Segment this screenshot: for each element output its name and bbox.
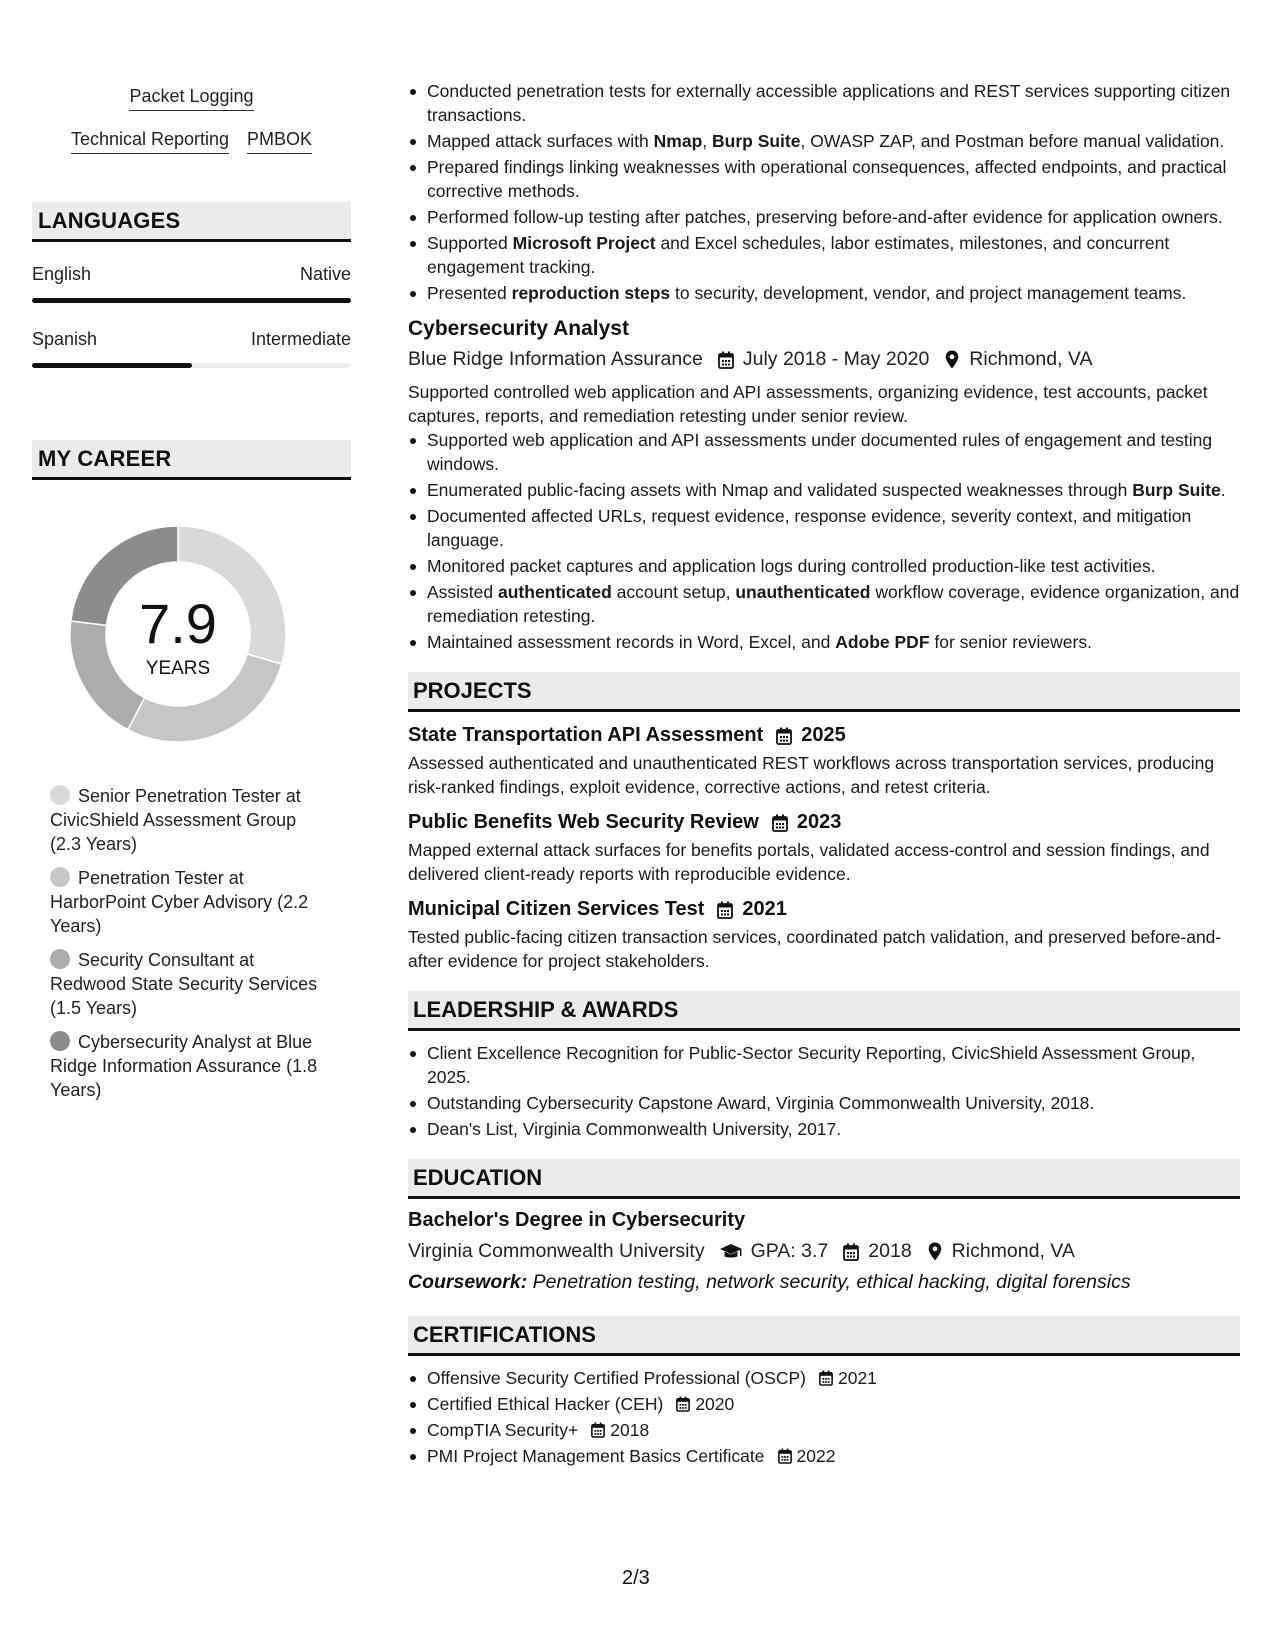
project-description: Assessed authenticated and unauthenticated REST workflows across transportation services, producing risk-ranked findings, exploit evidence, corrective actions, and retest criteria.: [408, 753, 1215, 797]
project-year: 2021: [742, 898, 787, 920]
language-item: [32, 329, 351, 368]
calendar-icon: [771, 813, 789, 833]
leadership-list: [408, 1041, 1240, 1141]
certification-name: PMI Project Management Basics Certificate: [427, 1446, 765, 1466]
bullet-item: Mapped attack surfaces with Nmap, Burp Suite, OWASP ZAP, and Postman before manual validation.: [408, 129, 1240, 153]
location-pin-icon: [926, 1242, 944, 1262]
legend-item: [50, 866, 325, 938]
award-item: Outstanding Cybersecurity Capstone Award, Virginia Commonwealth University, 2018.: [408, 1091, 1240, 1115]
bullet-item: Prepared findings linking weaknesses with operational consequences, affected endpoints, and practical corrective methods.: [408, 155, 1240, 203]
skill-tag: PMBOK: [247, 129, 312, 154]
project-name: Municipal Citizen Services Test: [408, 898, 705, 920]
skills-row: [32, 86, 351, 111]
school-name: Virginia Commonwealth University: [408, 1240, 705, 1262]
legend-label: Penetration Tester at HarborPoint Cyber Advisory (2.2 Years): [50, 868, 309, 936]
career-total-value: 7.9: [139, 592, 217, 655]
certification-item: [408, 1418, 1240, 1442]
bullet-item: Monitored packet captures and application logs during controlled production-like test activities.: [408, 554, 1240, 578]
education-meta: [408, 1240, 1240, 1263]
certification-year: 2018: [610, 1420, 650, 1440]
graduation-cap-icon: [719, 1242, 743, 1262]
certification-item: [408, 1366, 1240, 1390]
legend-item: [50, 1030, 325, 1102]
project-description: Mapped external attack surfaces for benefits portals, validated access-control and session findings, and delivered client-ready reports with reproducible evidence.: [408, 840, 1210, 884]
coursework: [408, 1271, 1240, 1294]
legend-dot: [50, 949, 70, 969]
legend-dot: [50, 785, 70, 805]
language-bar-fill: [32, 298, 351, 303]
job-bullets: [408, 428, 1240, 654]
education-year: 2018: [868, 1240, 912, 1262]
calendar-icon: [842, 1242, 860, 1262]
language-level: Intermediate: [250, 329, 351, 349]
experience-bullets: [408, 79, 1240, 305]
language-name: English: [32, 264, 92, 284]
skill-tag: Technical Reporting: [71, 129, 229, 154]
calendar-icon: [716, 900, 734, 920]
project-name: State Transportation API Assessment: [408, 724, 764, 746]
legend-label: Cybersecurity Analyst at Blue Ridge Information Assurance (1.8 Years): [50, 1032, 318, 1100]
calendar-icon: [777, 1446, 793, 1466]
main-content: [408, 79, 1240, 1470]
legend-label: Security Consultant at Redwood State Security Services (1.5 Years): [50, 950, 318, 1018]
legend-item: [50, 784, 325, 856]
certification-year: 2021: [837, 1368, 877, 1388]
bullet-item: Performed follow-up testing after patches, preserving before-and-after evidence for application owners.: [408, 205, 1240, 229]
legend-dot: [50, 1031, 70, 1051]
language-level: Native: [299, 264, 351, 284]
certifications-list: [408, 1366, 1240, 1468]
bullet-item: Maintained assessment records in Word, Excel, and Adobe PDF for senior reviewers.: [408, 630, 1240, 654]
education-gpa: GPA: 3.7: [750, 1240, 829, 1262]
project-year: 2023: [796, 811, 842, 833]
award-item: Dean's List, Virginia Commonwealth University, 2017.: [408, 1117, 1240, 1141]
project-name: Public Benefits Web Security Review: [408, 811, 759, 833]
certification-year: 2020: [695, 1394, 735, 1414]
project-item: [408, 724, 1240, 799]
job-meta: [408, 348, 1240, 371]
certifications-heading: CERTIFICATIONS: [408, 1316, 1240, 1356]
career-heading: MY CAREER: [32, 440, 351, 480]
bullet-item: Documented affected URLs, request evidence, response evidence, severity context, and mitigation language.: [408, 504, 1240, 552]
project-item: [408, 898, 1240, 973]
certification-item: [408, 1444, 1240, 1468]
certification-year: 2022: [796, 1446, 836, 1466]
projects-heading: PROJECTS: [408, 672, 1240, 712]
bullet-item: Supported web application and API assessments under documented rules of engagement and testing windows.: [408, 428, 1240, 476]
bullet-item: Enumerated public-facing assets with Nmap and validated suspected weaknesses through Burp Suite.: [408, 478, 1240, 502]
project-description: Tested public-facing citizen transaction services, coordinated patch validation, and preserved before-and-after evidence for project stakeholders.: [408, 927, 1222, 971]
calendar-icon: [717, 350, 735, 370]
legend-item: [50, 948, 325, 1020]
job-title: Cybersecurity Analyst: [408, 317, 629, 340]
language-bar-fill: [32, 363, 192, 368]
project-item: [408, 811, 1240, 886]
language-name: Spanish: [32, 329, 98, 349]
career-legend: [50, 784, 325, 1102]
bullet-item: Supported Microsoft Project and Excel schedules, labor estimates, milestones, and concurrent engagement tracking.: [408, 231, 1240, 279]
certification-name: CompTIA Security+: [427, 1420, 579, 1440]
skills-row: [32, 129, 351, 154]
job-summary: Supported controlled web application and API assessments, organizing evidence, test accounts, packet captures, reports, and remediation retesting under senior review.: [408, 382, 1208, 426]
language-item: [32, 264, 351, 303]
language-bar: [32, 298, 351, 303]
languages-heading: LANGUAGES: [32, 202, 351, 242]
degree-title: Bachelor's Degree in Cybersecurity: [408, 1209, 746, 1231]
skill-tag: Packet Logging: [129, 86, 253, 111]
award-item: Client Excellence Recognition for Public-Sector Security Reporting, CivicShield Assessment Group, 2025.: [408, 1041, 1240, 1089]
location-pin-icon: [943, 350, 961, 370]
calendar-icon: [775, 726, 793, 746]
certification-name: Certified Ethical Hacker (CEH): [427, 1394, 664, 1414]
certification-item: [408, 1392, 1240, 1416]
calendar-icon: [675, 1394, 691, 1414]
job-dates: July 2018 - May 2020: [742, 348, 930, 370]
bullet-item: Presented reproduction steps to security, development, vendor, and project management teams.: [408, 281, 1240, 305]
calendar-icon: [590, 1420, 606, 1440]
coursework-label: Coursework:: [408, 1271, 528, 1293]
certification-name: Offensive Security Certified Professional (OSCP): [427, 1368, 806, 1388]
bullet-item: Conducted penetration tests for externally accessible applications and REST services supporting citizen transactions.: [408, 79, 1240, 127]
language-bar: [32, 363, 351, 368]
job-location: Richmond, VA: [969, 348, 1093, 370]
legend-label: Senior Penetration Tester at CivicShield Assessment Group (2.3 Years): [50, 786, 301, 854]
project-year: 2025: [801, 724, 846, 746]
coursework-text: Penetration testing, network security, ethical hacking, digital forensics: [532, 1271, 1131, 1293]
career-donut-chart: [66, 522, 290, 746]
bullet-item: Assisted authenticated account setup, unauthenticated workflow coverage, evidence organization, and remediation retesting.: [408, 580, 1240, 628]
sidebar: [32, 86, 351, 1112]
job-company: Blue Ridge Information Assurance: [408, 348, 703, 370]
career-total-unit: YEARS: [145, 658, 211, 679]
legend-dot: [50, 867, 70, 887]
education-location: Richmond, VA: [951, 1240, 1075, 1262]
education-heading: EDUCATION: [408, 1159, 1240, 1199]
leadership-heading: LEADERSHIP & AWARDS: [408, 991, 1240, 1031]
calendar-icon: [818, 1368, 834, 1388]
page-number: 2/3: [622, 1567, 650, 1589]
